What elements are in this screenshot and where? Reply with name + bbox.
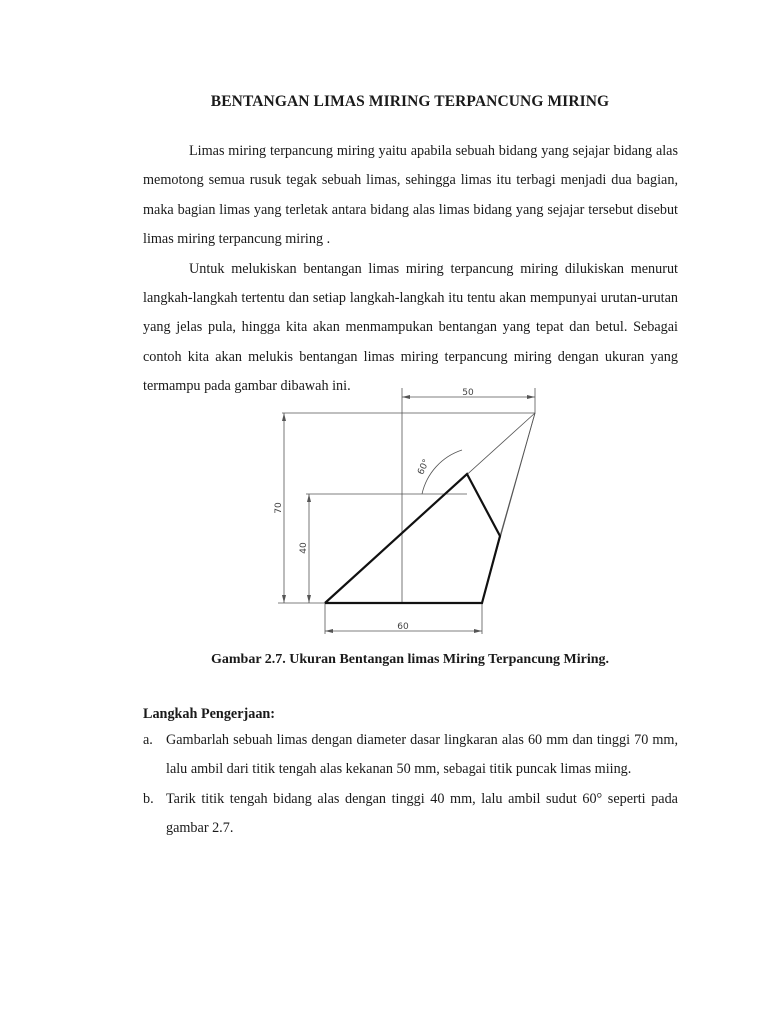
- arrow-60-right: [474, 629, 482, 633]
- angle-label: 60°: [416, 457, 433, 477]
- drawing-svg: [262, 384, 542, 640]
- paragraph-2: Untuk melukiskan bentangan limas miring terpancung miring dilukiskan menurut langkah-langkah tertentu dan setiap langkah-langkah itu tentu akan mempunyai urutan-urutan yang jelas pula, hingga kita akan menmampukan bentangan yang tepat dan betul. Sebagai contoh kita akan melukis bentangan limas miring terpancung miring dengan ukuran yang termampu pada gambar dibawah ini.: [143, 260, 678, 395]
- dim-40-label: 40: [299, 542, 309, 554]
- arrow-60-left: [325, 629, 333, 633]
- figure-caption: Gambar 2.7. Ukuran Bentangan limas Miring Terpancung Miring.: [210, 652, 609, 667]
- frustum-outline: [325, 474, 500, 603]
- list-marker: b.: [143, 790, 154, 807]
- technical-drawing: [262, 384, 542, 640]
- arrow-70-bottom: [282, 595, 286, 603]
- list-item: [143, 785, 678, 844]
- list-item-text: Gambarlah sebuah limas dengan diameter dasar lingkaran alas 60 mm dan tinggi 70 mm, lalu ambil dari titik tengah alas kekanan 50 mm, sebagai titik puncak limas miing.: [166, 732, 678, 778]
- arrow-40-bottom: [307, 595, 311, 603]
- arrow-top-right: [527, 395, 535, 399]
- dim-70-label: 70: [274, 502, 284, 514]
- angle-arc: [422, 450, 462, 494]
- steps-heading: Langkah Pengerjaan:: [143, 706, 276, 722]
- dim-top-label: 50: [462, 388, 474, 398]
- list-item-text: Tarik titik tengah bidang alas dengan tinggi 40 mm, lalu ambil sudut 60° seperti pada gambar 2.7.: [166, 790, 678, 837]
- list-item: [143, 726, 678, 785]
- dim-60-label: 60: [397, 622, 409, 632]
- list-marker: a.: [143, 732, 153, 748]
- document-body: [143, 137, 678, 402]
- arrow-70-top: [282, 413, 286, 421]
- apex-edge-right-inner: [500, 413, 535, 536]
- document-title: BENTANGAN LIMAS MIRING TERPANCUNG MIRING: [210, 93, 610, 110]
- steps-list: [143, 726, 678, 844]
- paragraph-1: Limas miring terpancung miring yaitu apabila sebuah bidang yang sejajar bidang alas memotong semua rusuk tegak sebuah limas, sehingga limas itu terbagi menjadi dua bagian, maka bagian limas yang terletak antara bidang alas limas bidang yang sejajar tersebut disebut limas miring terpancung miring .: [143, 143, 678, 248]
- arrow-40-top: [307, 494, 311, 502]
- arrow-top-left: [402, 395, 410, 399]
